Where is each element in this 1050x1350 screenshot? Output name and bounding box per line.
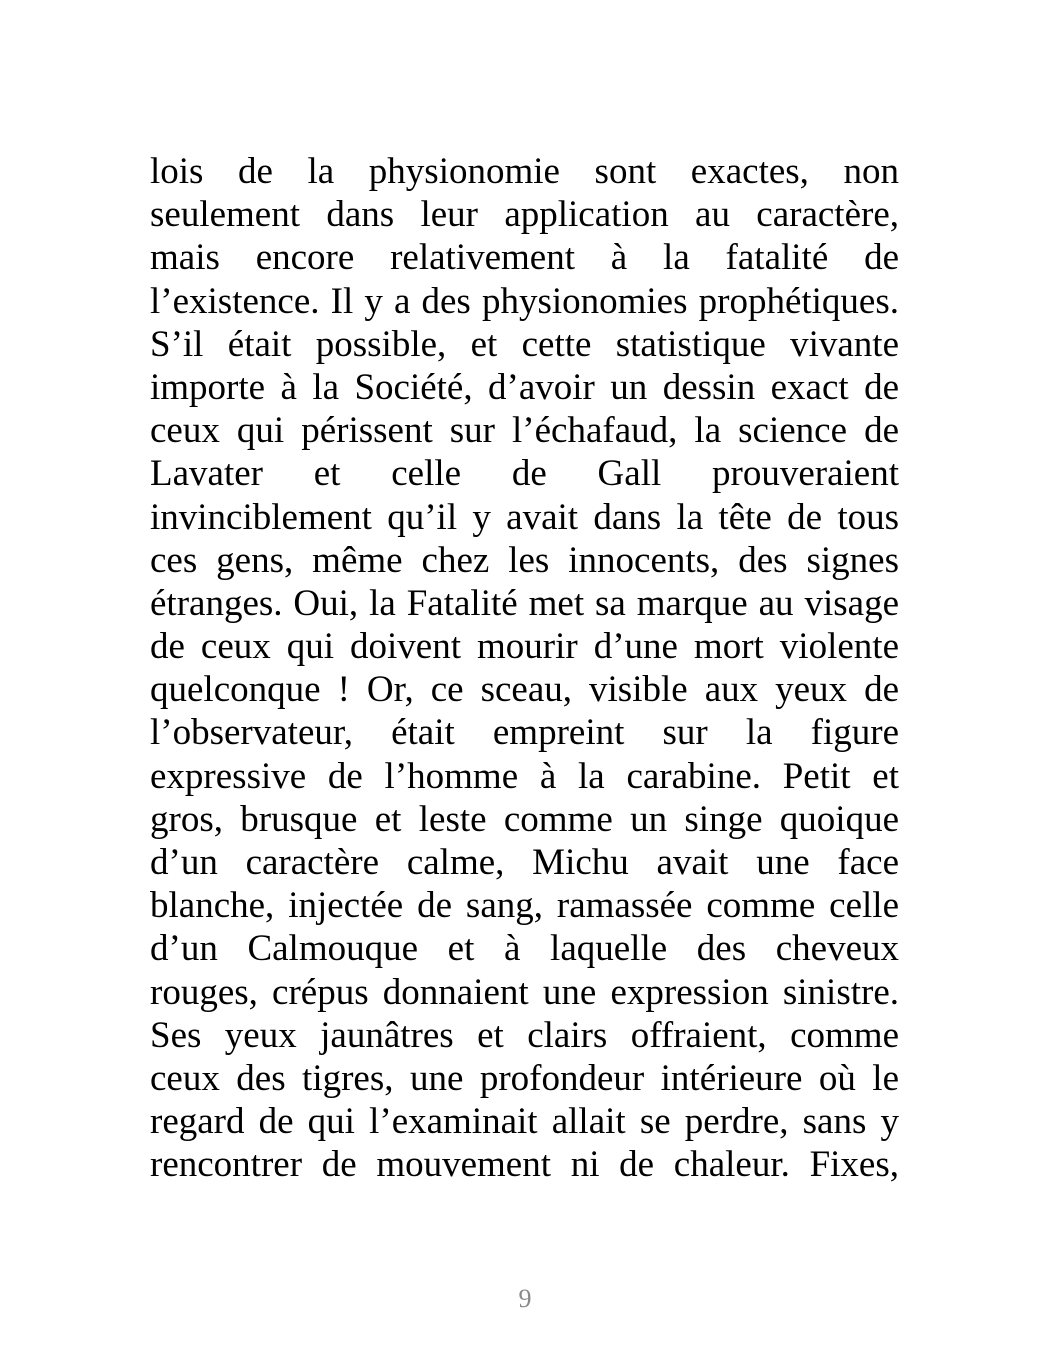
text-line: d’un Calmouque et à laquelle des cheveux xyxy=(150,928,899,970)
text-line: Lavater et celle de Gall prouveraient xyxy=(150,453,899,495)
text-line: Ses yeux jaunâtres et clairs offraient, comme xyxy=(150,1014,899,1056)
text-line: ces gens, même chez les innocents, des signes xyxy=(150,539,899,581)
text-line: rencontrer de mouvement ni de chaleur. Fixes, xyxy=(150,1144,899,1186)
text-line: S’il était possible, et cette statistique vivante xyxy=(150,323,899,365)
text-line: ceux qui périssent sur l’échafaud, la science de xyxy=(150,410,899,452)
text-line: étranges. Oui, la Fatalité met sa marque au visage xyxy=(150,582,899,624)
body-text xyxy=(150,150,899,1187)
page-number: 9 xyxy=(518,1284,532,1313)
text-line: l’existence. Il y a des physionomies prophétiques. xyxy=(150,280,899,322)
text-line: gros, brusque et leste comme un singe quoique xyxy=(150,798,899,840)
text-line: seulement dans leur application au caractère, xyxy=(150,194,899,236)
text-line: importe à la Société, d’avoir un dessin exact de xyxy=(150,366,899,408)
text-line: ceux des tigres, une profondeur intérieure où le xyxy=(150,1057,899,1099)
text-line: d’un caractère calme, Michu avait une face xyxy=(150,842,899,883)
text-line: rouges, crépus donnaient une expression sinistre. xyxy=(150,971,899,1013)
text-line: de ceux qui doivent mourir d’une mort violente xyxy=(150,626,899,668)
text-line: quelconque ! Or, ce sceau, visible aux yeux de xyxy=(150,669,899,711)
text-line: expressive de l’homme à la carabine. Petit et xyxy=(150,755,899,797)
text-line: lois de la physionomie sont exactes, non xyxy=(150,151,899,192)
text-line: regard de qui l’examinait allait se perdre, sans y xyxy=(150,1101,899,1143)
text-line: invinciblement qu’il y avait dans la tête de tous xyxy=(150,496,899,538)
text-line: l’observateur, était empreint sur la figure xyxy=(150,712,899,754)
text-line: mais encore relativement à la fatalité de xyxy=(150,237,899,279)
text-line: blanche, injectée de sang, ramassée comme celle xyxy=(150,885,899,927)
